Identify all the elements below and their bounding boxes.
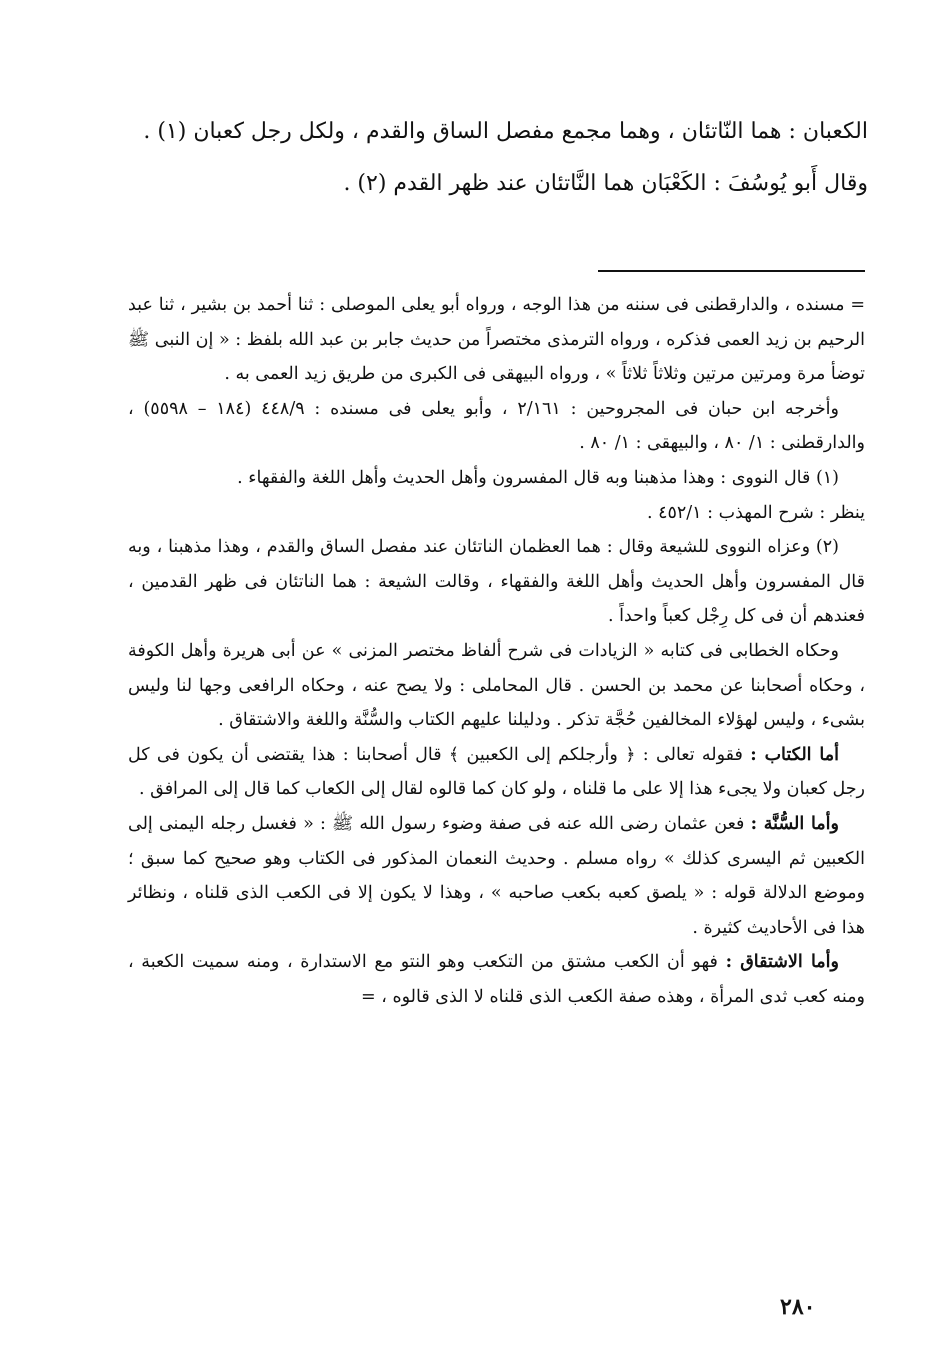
ishtiqaq-text: فهو أن الكعب مشتق من التكعب وهو النتو مع الاستدارة ، ومنه سميت الكعبة ، ومنه كعب ثدى المرأة ، وهذه صفة الكعب الذى قلناه لا الذى قالوه ، = [128, 952, 865, 1007]
footnote-2-ishtiqaq [128, 945, 865, 1014]
sunnah-text: فعن عثمان رضى الله عنه فى صفة وضوء رسول الله ﷺ : « فغسل رجله اليمنى إلى الكعبين ثم اليسرى كذلك » رواه مسلم . وحديث النعمان المذكور فى الكتاب وهو صحيح كما سبق ؛ وموضع الدلالة قوله : « يلصق كعبه بكعب صاحبه » ، وهذا لا يكون إلا فى الكعب الذى قلناه ، ونظائر هذا فى الأحاديث كثيرة . [128, 813, 865, 938]
footnotes [128, 288, 865, 1014]
footnote-2-sunnah [128, 807, 865, 945]
main-paragraph-2: وقال أَبو يُوسُفَ : الكَعْبَان هما النَّاتئان عند ظهر القدم (٢) . [343, 171, 868, 196]
footnote-2-kitab [128, 738, 865, 807]
footnote-continuation: = مسنده ، والدارقطنى فى سننه من هذا الوجه ، ورواه أبو يعلى الموصلى : ثنا أحمد بن بشير ، ثنا عبد الرحيم بن زيد العمى فذكره ، ورواه الترمذى مختصراً من حديث جابر بن عبد الله بلفظ : « إن النبى ﷺ توضأ مرة ومرتين مرتين وثلاثاً ثلاثاً » ، ورواه البيهقى فى الكبرى من طريق زيد العمى به . [128, 295, 865, 385]
main-text [130, 108, 868, 208]
ishtiqaq-label: وأما الاشتقاق : [725, 952, 839, 973]
footnote-1-reference: ينظر : شرح المهذب : ٤٥٢/١ . [646, 502, 865, 523]
footnote-separator [598, 270, 865, 272]
kitab-label: أما الكتاب : [750, 744, 839, 765]
footnote-takhrij: وأخرجه ابن حبان فى المجروحين : ٢/١٦١ ، وأبو يعلى فى مسنده : ٤٤٨/٩ (١٨٤ – ٥٥٩٨) ، والدارقطنى : ١/ ٨٠ ، والبيهقى : ١/ ٨٠ . [128, 398, 865, 454]
footnote-2-khattabi: وحكاه الخطابى فى كتابه « الزيادات فى شرح ألفاظ مختصر المزنى » عن أبى هريرة وأهل الكوفة ، وحكاه أصحابنا عن محمد بن الحسن . قال المحاملى : ولا يصح عنه ، وحكاه الرافعى وجها لنا وليس بشىء ، وليس لهؤلاء المخالفين حُجَّة تذكر . ودليلنا عليهم الكتاب والسُّنَّة واللغة والاشتقاق . [128, 640, 865, 731]
footnote-1: (١) قال النووى : وهذا مذهبنا وبه قال المفسرون وأهل الحديث وأهل اللغة والفقهاء . [237, 467, 839, 488]
sunnah-label: وأما السُّنَّة : [750, 813, 839, 834]
kitab-text: فقوله تعالى : ﴿ وأرجلكم إلى الكعبين ﴾ قال أصحابنا : هذا يقتضى أن يكون فى كل رجل كعبان ولا يجىء هذا إلا على ما قلناه ، ولو كان كما قالوه لقال إلى الكعاب كما قال إلى المرافق . [128, 744, 865, 800]
footnote-2: (٢) وعزاه النووى للشيعة وقال : هما العظمان الناتئان عند مفصل الساق والقدم ، وهذا مذهبنا ، وبه قال المفسرون وأهل الحديث وأهل اللغة والفقهاء ، وقالت الشيعة : هما الناتئان فى ظهر القدمين ، فعندهم أن فى كل رِجْل كعباً واحداً . [128, 537, 865, 627]
main-paragraph-1: الكعبان : هما النّاتئان ، وهما مجمع مفصل الساق والقدم ، ولكل رجل كعبان (١) . [143, 119, 868, 144]
page-number: ٢٨٠ [780, 1294, 816, 1320]
